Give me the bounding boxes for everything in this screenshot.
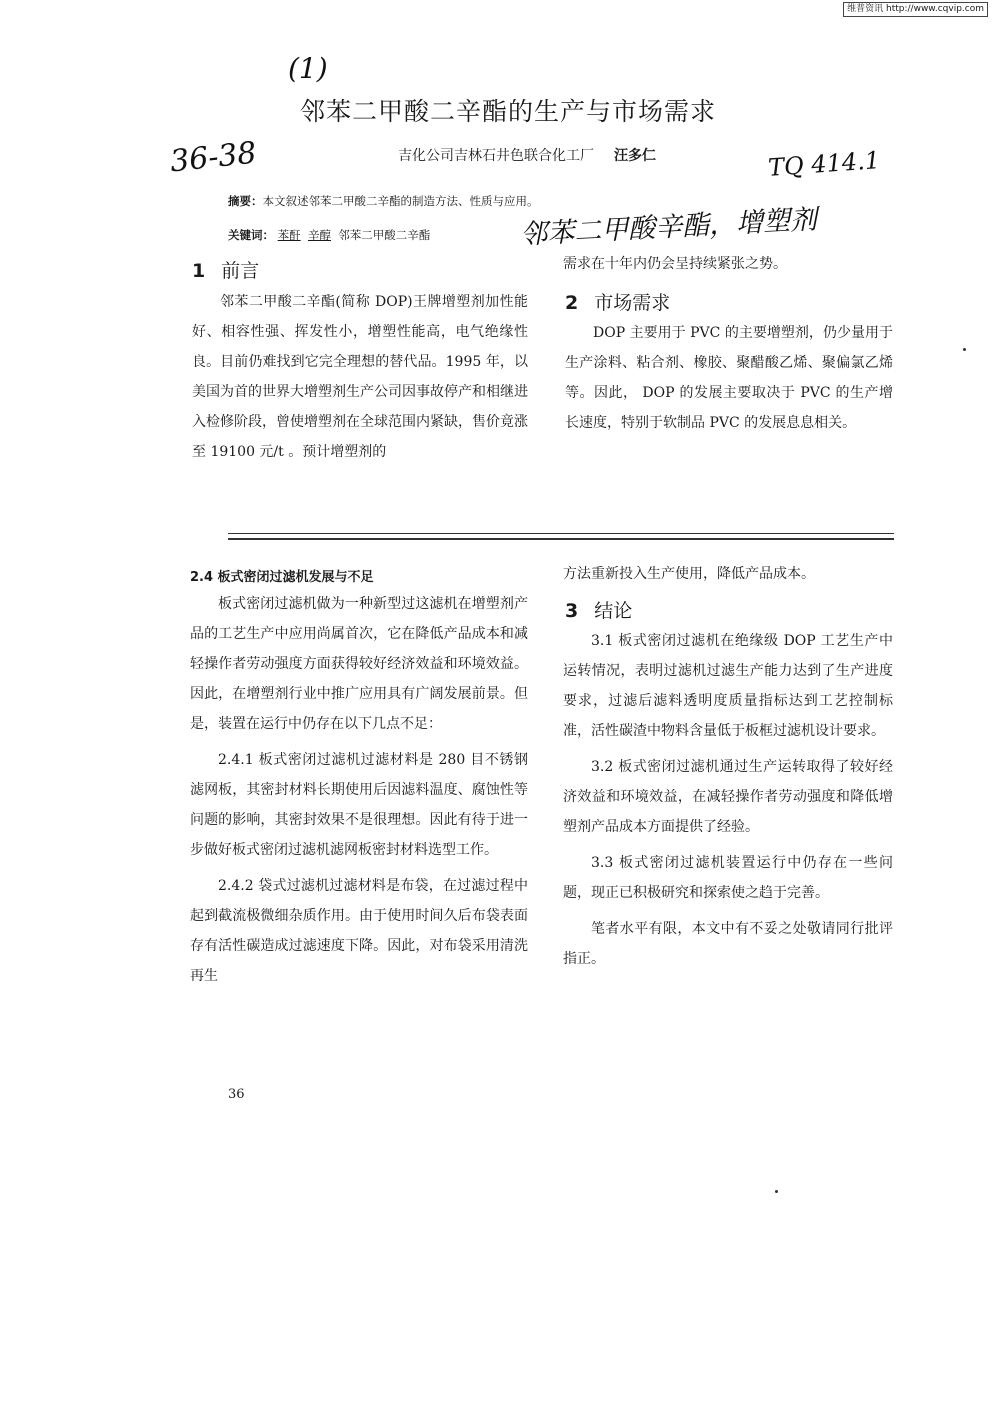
handwritten-page-range: 36-38	[168, 135, 259, 180]
keywords-label: 关键词：	[228, 228, 274, 242]
section-3-number: 3	[565, 600, 579, 622]
section-2-4-continued	[563, 559, 893, 589]
abstract-label: 摘要：	[228, 194, 263, 208]
section-1-paragraph: 邻苯二甲酸二辛酯(简称 DOP)王牌增塑剂加性能好、相容性强、挥发性小，增塑性能高，电气绝缘性良。目前仍难找到它完全理想的替代品。1995 年，以美国为首的世界大增塑剂生产公司因事故停产和相继进入检修阶段，曾使增塑剂在全球范围内紧缺，售价竟涨至 19100 元/t 。预计增塑剂的	[192, 294, 528, 460]
article-title: 邻苯二甲酸二辛酯的生产与市场需求	[300, 97, 717, 126]
section-1-heading	[192, 256, 259, 283]
affiliation: 吉化公司吉林石井色联合化工厂	[398, 148, 594, 164]
section-3-title: 结论	[594, 600, 633, 622]
section-2-body	[565, 318, 893, 438]
keyword-1: 苯酐	[277, 228, 301, 242]
handwritten-keywords-note: 邻苯二甲酸辛酯，增塑剂	[519, 204, 818, 251]
section-1-continued-text: 需求在十年内仍会呈持续紧张之势。	[563, 256, 787, 272]
section-3-3-paragraph: 3.3 板式密闭过滤机装置运行中仍存在一些问题，现正已积极研究和探索使之趋于完善。	[563, 855, 893, 901]
section-2-4-continued-text: 方法重新投入生产使用，降低产品成本。	[563, 566, 815, 582]
section-2-heading	[565, 288, 670, 315]
author: 汪多仁	[614, 148, 656, 164]
section-2-4-2-paragraph: 2.4.2 袋式过滤机过滤材料是布袋，在过滤过程中起到截流极微细杂质作用。由于使用时间久后布袋表面存有活性碳造成过滤速度下降。因此，对布袋采用清洗 再生	[190, 878, 528, 984]
handwritten-circle-mark: (1)	[288, 52, 328, 85]
section-2-4-1-paragraph: 2.4.1 板式密闭过滤机过滤材料是 280 目不锈钢滤网板，其密封材料长期使用后因滤料温度、腐蚀性等问题的影响，其密封效果不是很理想。因此有待于进一步做好板式密闭过滤机滤网板密封材料选型工作。	[190, 752, 528, 858]
section-2-4-body	[190, 589, 528, 991]
keyword-3: 邻苯二甲酸二辛酯	[338, 228, 431, 242]
handwritten-class-code: TQ 414.1	[767, 146, 881, 182]
section-2-paragraph: DOP 主要用于 PVC 的主要增塑剂，仍少量用于生产涂料、粘合剂、橡胶、聚醋酸乙烯、聚偏氯乙烯等。因此， DOP 的发展主要取决于 PVC 的生产增长速度，特别于软制品 PVC 的发展息息相关。	[565, 325, 893, 431]
section-1-continued	[563, 249, 893, 279]
section-2-title: 市场需求	[594, 292, 671, 314]
section-3-2-paragraph: 3.2 板式密闭过滤机通过生产运转取得了较好经济效益和环境效益，在减轻操作者劳动强度和降低增塑剂产品成本方面提供了经验。	[563, 759, 893, 835]
section-1-body	[192, 287, 528, 467]
abstract-text: 本文叙述邻苯二甲酸二辛酯的制造方法、性质与应用。	[262, 194, 539, 208]
scan-speck	[963, 348, 966, 351]
keyword-2: 辛醇	[307, 228, 331, 242]
section-1-number: 1	[192, 260, 206, 282]
section-3-heading	[565, 596, 632, 623]
section-2-number: 2	[565, 292, 579, 314]
scan-speck	[775, 1190, 778, 1193]
keywords	[228, 227, 430, 243]
watermark: 维普资讯 http://www.cqvip.com	[843, 2, 988, 17]
closing-paragraph: 笔者水平有限，本文中有不妥之处敬请同行批评指正。	[563, 921, 893, 967]
byline	[398, 145, 656, 165]
section-3-1-paragraph: 3.1 板式密闭过滤机在绝缘级 DOP 工艺生产中运转情况，表明过滤机过滤生产能力达到了生产进度要求，过滤后滤料透明度质量指标达到工艺控制标准，活性碳渣中物料含量低于板框过滤机设计要求。	[563, 633, 893, 739]
section-2-4-heading: 2.4 板式密闭过滤机发展与不足	[190, 570, 374, 585]
abstract	[228, 193, 539, 209]
section-1-title: 前言	[221, 260, 260, 282]
page-number: 36	[228, 1087, 245, 1102]
section-2-4-paragraph-1: 板式密闭过滤机做为一种新型过这滤机在增塑剂产品的工艺生产中应用尚属首次，它在降低产品成本和减轻操作者劳动强度方面获得较好经济效益和环境效益。因此，在增塑剂行业中推广应用具有广阔发展前景。但是，装置在运行中仍存在以下几点不足：	[190, 596, 528, 732]
section-3-body	[563, 626, 893, 974]
page-divider	[228, 533, 894, 540]
